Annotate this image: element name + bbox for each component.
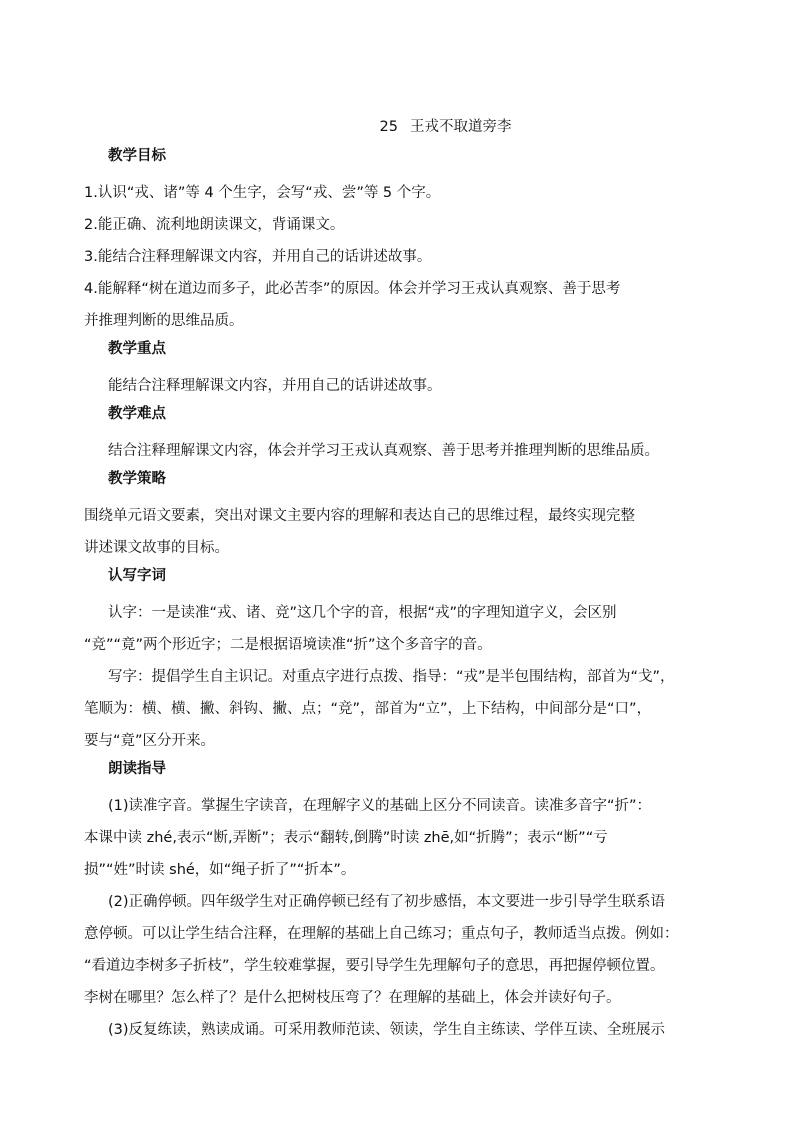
strategy-line-2: 讲述课文故事的目标。 [84, 540, 229, 556]
reading-2-line-3: “看道边李树多子折枝”，学生较难掌握，要引导学生先理解句子的意思，再把握停顿位置。 [84, 958, 665, 974]
key-text: 能结合注释理解课文内容，并用自己的话讲述故事。 [108, 378, 442, 394]
difficulty-text: 结合注释理解课文内容，体会并学习王戎认真观察、善于思考并推理判断的思维品质。 [108, 443, 659, 459]
writing-line-2: 笔顺为：横、横、撇、斜钩、撇、点；“竞”，部首为“立”，上下结构，中间部分是“口”， [84, 701, 652, 717]
goal-line-4-cont: 并推理判断的思维品质。 [84, 313, 244, 329]
difficulty-heading: 教学难点 [108, 406, 166, 422]
reading-2-line-1: (2)正确停顿。四年级学生对正确停顿已经有了初步感悟，本文要进一步引导学生联系语 [108, 894, 666, 910]
goal-line-4: 4.能解释“树在道边而多子，此必苦李”的原因。体会并学习王戎认真观察、善于思考 [84, 281, 621, 297]
goal-line-1: 1.认识“戎、诸”等 4 个生字，会写“戎、尝”等 5 个字。 [84, 185, 441, 201]
goal-line-2: 2.能正确、流利地朗读课文，背诵课文。 [84, 217, 345, 233]
writing-line-3: 要与“竟”区分开来。 [84, 733, 216, 749]
reading-2-line-2: 意停顿。可以让学生结合注释，在理解的基础上自己练习；重点句子，教师适当点拨。例如： [84, 926, 679, 942]
reading-heading: 朗读指导 [108, 761, 166, 777]
words-line-1: 认字：一是读准“戎、诸、竞”这几个字的音，根据“戎”的字理知道字义，会区别 [108, 605, 617, 621]
lesson-number: 25 [379, 119, 398, 135]
lesson-title [108, 117, 723, 137]
reading-1-line-1: (1)读准字音。掌握生字读音，在理解字义的基础上区分不同读音。读准多音字“折”： [108, 798, 652, 814]
reading-1-line-2: 本课中读 zhé,表示“断,弄断”；表示“翻转,倒腾”时读 zhē,如“折腾”；表示“断”“亏 [84, 830, 608, 846]
words-heading: 认写字词 [108, 568, 166, 584]
reading-3-line-1: (3)反复练读，熟读成诵。可采用教师范读、领读，学生自主练读、学伴互读、全班展示 [108, 1022, 666, 1038]
strategy-line-1: 围绕单元语文要素，突出对课文主要内容的理解和表达自己的思维过程，最终实现完整 [84, 508, 635, 524]
reading-1-line-3: 损”“姓”时读 shé，如“绳子折了”“折本”。 [84, 862, 356, 878]
strategy-heading: 教学策略 [108, 471, 166, 487]
words-line-2: “竞”“竟”两个形近字；二是根据语境读准“折”这个多音字的音。 [84, 637, 492, 653]
writing-line-1: 写字：提倡学生自主识记。对重点字进行点拨、指导：“戎”是半包围结构，部首为“戈”， [108, 669, 675, 685]
lesson-title-text: 王戎不取道旁李 [409, 119, 512, 135]
reading-2-line-4: 李树在哪里？怎么样了？是什么把树枝压弯了？在理解的基础上，体会并读好句子。 [84, 990, 621, 1006]
key-heading: 教学重点 [108, 341, 166, 357]
goals-heading: 教学目标 [108, 148, 166, 164]
goal-line-3: 3.能结合注释理解课文内容，并用自己的话讲述故事。 [84, 249, 432, 265]
